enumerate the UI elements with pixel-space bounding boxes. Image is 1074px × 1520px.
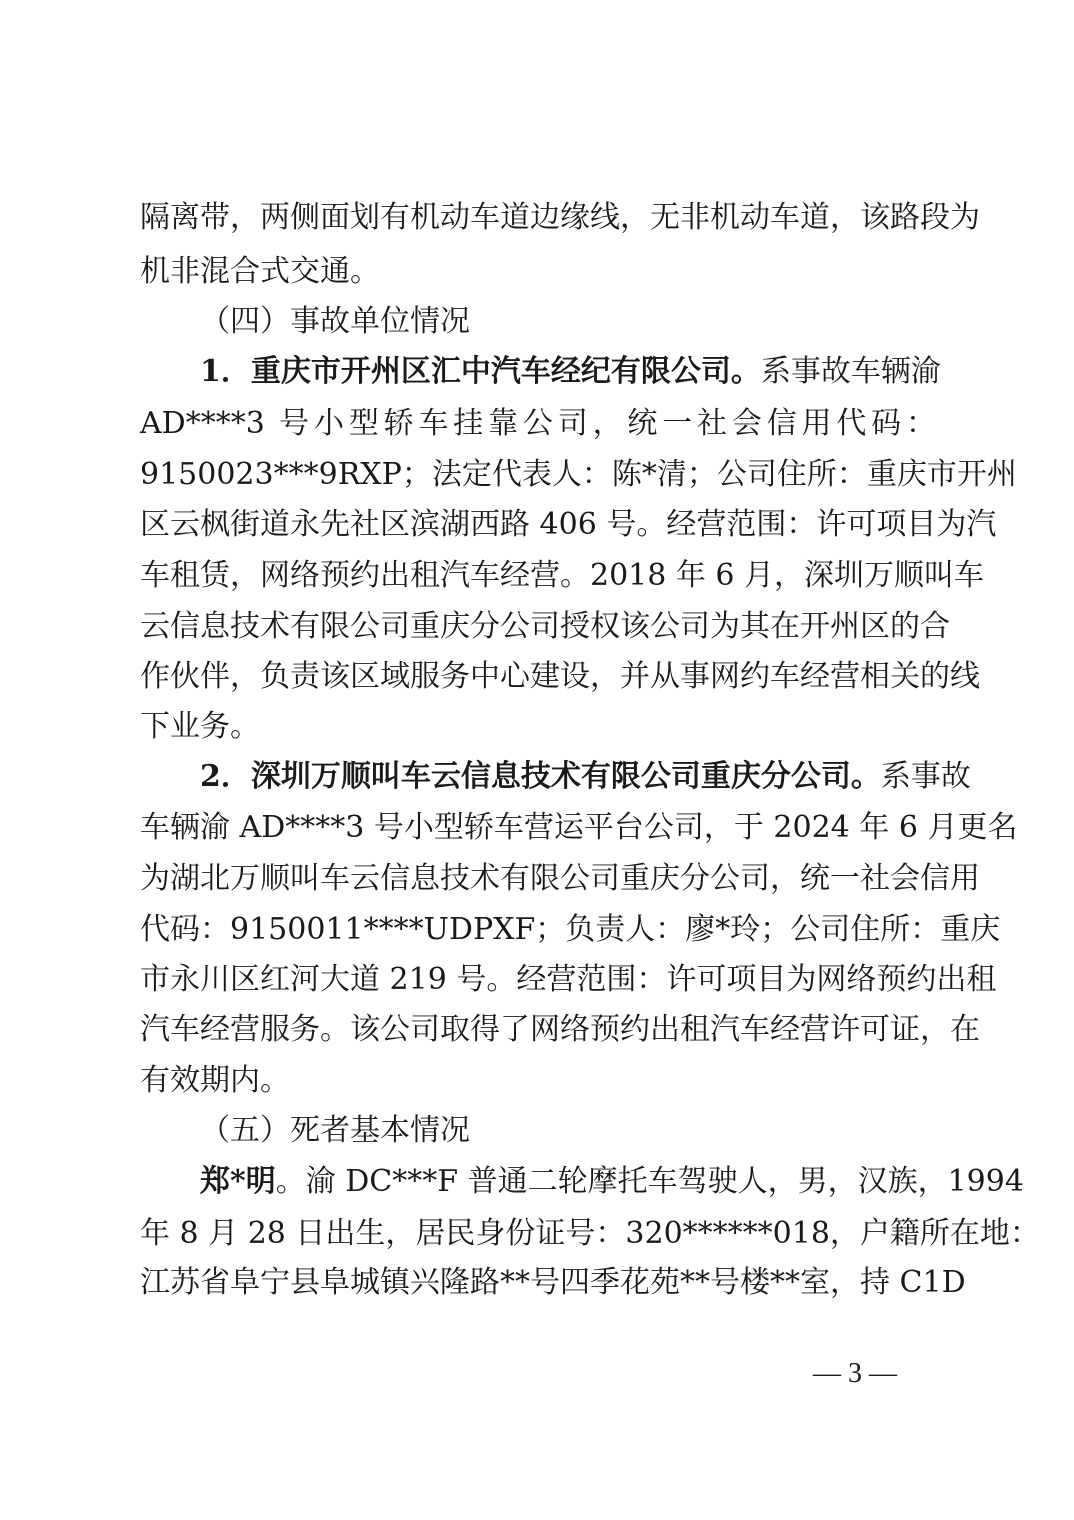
section-heading: （四）事故单位情况	[200, 304, 470, 339]
paragraph-line: 代码：9150011****UDPXF；负责人：廖*玲；公司住所：重庆	[140, 912, 1001, 947]
paragraph-line: 机非混合式交通。	[140, 254, 380, 289]
paragraph-line: 市永川区红河大道 219 号。经营范围：许可项目为网络预约出租	[140, 962, 997, 997]
paragraph-text: 系事故车辆渝	[760, 354, 941, 389]
company-name: 重庆市开州区汇中汽车经纪有限公司。	[250, 354, 761, 389]
paragraph-text: 系事故	[880, 759, 971, 794]
paragraph-line	[200, 345, 941, 399]
paragraph-line: 年 8 月 28 日出生，居民身份证号：320******018，户籍所在地：	[140, 1216, 1040, 1251]
paragraph-line: 汽车经营服务。该公司取得了网络预约出租汽车经营许可证，在	[140, 1012, 980, 1047]
page-number: — 3 —	[813, 1358, 897, 1389]
paragraph-line: 隔离带，两侧面划有机动车道边缘线，无非机动车道，该路段为	[140, 200, 980, 235]
paragraph-line: 区云枫街道永先社区滨湖西路 406 号。经营范围：许可项目为汽	[140, 507, 997, 542]
paragraph-line	[200, 1155, 1024, 1209]
paragraph-line: 车租赁，网络预约出租汽车经营。2018 年 6 月，深圳万顺叫车	[140, 558, 985, 593]
paragraph-line	[200, 750, 971, 804]
paragraph-text: 。渝 DC***F 普通二轮摩托车驾驶人，男，汉族，1994	[275, 1164, 1024, 1199]
paragraph-line: 江苏省阜宁县阜城镇兴隆路**号四季花苑**号楼**室，持 C1D	[140, 1265, 966, 1300]
paragraph-line: 有效期内。	[140, 1063, 290, 1098]
paragraph-line: 作伙伴，负责该区域服务中心建设，并从事网约车经营相关的线	[140, 659, 980, 694]
paragraph-line: 为湖北万顺叫车云信息技术有限公司重庆分公司，统一社会信用	[140, 861, 980, 896]
company-name: 深圳万顺叫车云信息技术有限公司重庆分公司。	[250, 759, 881, 794]
paragraph-line: 9150023***9RXP；法定代表人：陈*清；公司住所：重庆市开州	[140, 457, 1017, 492]
paragraph-line: 云信息技术有限公司重庆分公司授权该公司为其在开州区的合	[140, 609, 950, 644]
section-heading: （五）死者基本情况	[200, 1113, 470, 1148]
paragraph-line: 下业务。	[140, 709, 260, 744]
item-number: 1．	[200, 354, 251, 389]
person-name: 郑*明	[200, 1164, 276, 1199]
paragraph-line: AD****3 号小型轿车挂靠公司，统一社会信用代码：	[140, 406, 936, 441]
item-number: 2．	[200, 759, 251, 794]
paragraph-line: 车辆渝 AD****3 号小型轿车营运平台公司，于 2024 年 6 月更名	[140, 810, 1018, 845]
